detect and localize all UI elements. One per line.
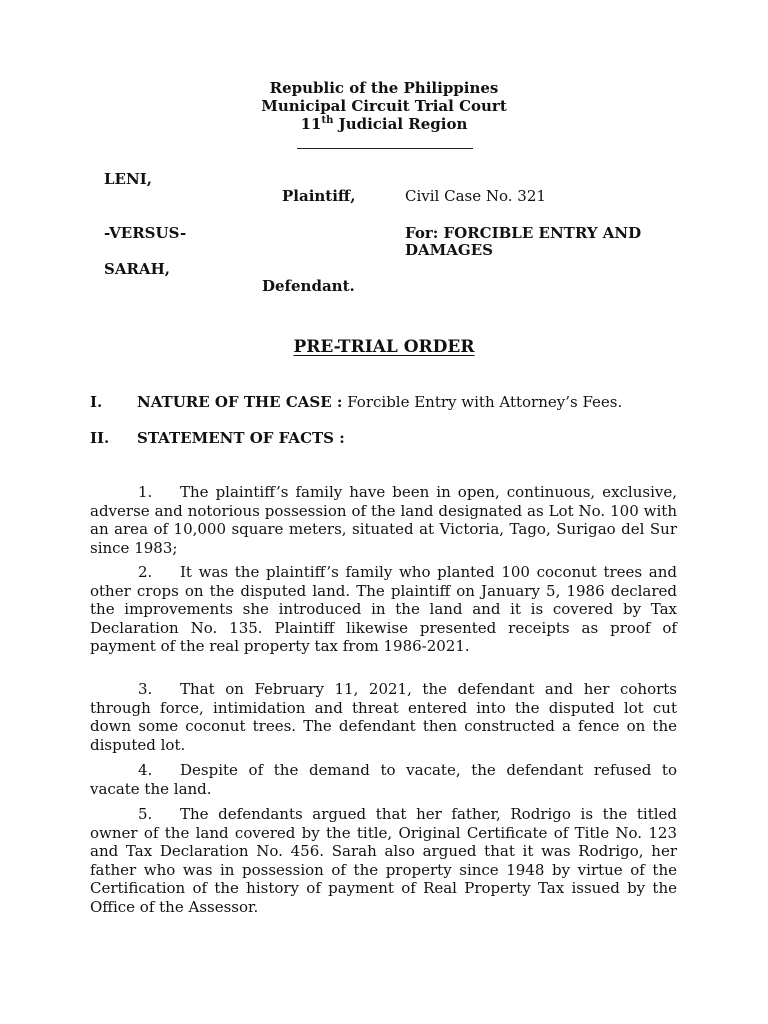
section-1-title: NATURE OF THE CASE : bbox=[137, 393, 343, 411]
fact-paragraph bbox=[90, 483, 677, 557]
defendant-name: SARAH, bbox=[104, 260, 170, 278]
header-rule bbox=[297, 148, 473, 149]
fact-number: 3. bbox=[138, 680, 153, 698]
header-republic: Republic of the Philippines bbox=[269, 79, 499, 97]
versus-label: -VERSUS- bbox=[104, 224, 187, 242]
fact-text: The defendants argued that her father, Rodrigo is the titled owner of the land covered by the title, Original Certificate of Title No. 123 and Tax Declaration No. 456. Sarah also argued that it was Rodrigo, her father who was in possession of the property since 1948 by virtue of the Certification of the history of payment of Real Property Tax issued by the Office of the Assessor. bbox=[90, 805, 677, 916]
fact-paragraph bbox=[90, 563, 677, 656]
document-title bbox=[0, 337, 768, 357]
fact-number: 2. bbox=[138, 563, 153, 581]
fact-number: 5. bbox=[138, 805, 153, 823]
fact-paragraph bbox=[90, 680, 677, 754]
plaintiff-role: Plaintiff, bbox=[282, 187, 356, 205]
fact-text: That on February 11, 2021, the defendant and her cohorts through force, intimidation and threat entered into the disputed lot cut down some coconut trees. The defendant then constructed a fence on the disputed lot. bbox=[90, 680, 677, 754]
section-2-number: II. bbox=[90, 429, 110, 447]
fact-number: 1. bbox=[138, 483, 153, 501]
section-1-heading bbox=[137, 393, 622, 411]
fact-text: The plaintiff’s family have been in open, continuous, exclusive, adverse and notorious possession of the land designated as Lot No. 100 with an area of 10,000 square meters, situated at Victoria, Tago, Surigao del Sur since 1983; bbox=[90, 483, 677, 557]
section-1-text: Forcible Entry with Attorney’s Fees. bbox=[342, 393, 623, 411]
section-1-number: I. bbox=[90, 393, 103, 411]
header-region-suffix: th bbox=[321, 115, 334, 126]
fact-paragraph bbox=[90, 761, 677, 798]
header-region-number: 11 bbox=[300, 115, 322, 133]
plaintiff-name: LENI, bbox=[104, 170, 152, 188]
fact-text: It was the plaintiff’s family who planted 100 coconut trees and other crops on the disputed land. The plaintiff on January 5, 1986 declared the improvements she introduced in the land and it is covered by Tax Declaration No. 135. Plaintiff likewise presented receipts as proof of payment of the real property tax from 1986-2021. bbox=[90, 563, 677, 656]
document-title-text: PRE-TRIAL ORDER bbox=[293, 337, 475, 357]
case-number: Civil Case No. 321 bbox=[405, 187, 546, 205]
defendant-role: Defendant. bbox=[262, 277, 355, 295]
fact-number: 4. bbox=[138, 761, 153, 779]
header-court: Municipal Circuit Trial Court bbox=[261, 97, 507, 115]
case-nature-line2: DAMAGES bbox=[405, 241, 493, 259]
case-nature-line1: For: FORCIBLE ENTRY AND bbox=[405, 224, 642, 242]
fact-paragraph bbox=[90, 805, 677, 917]
section-2-title: STATEMENT OF FACTS : bbox=[137, 429, 345, 447]
header-region-text: Judicial Region bbox=[333, 115, 468, 133]
fact-text: Despite of the demand to vacate, the defendant refused to vacate the land. bbox=[90, 761, 677, 798]
header-region bbox=[0, 115, 768, 133]
